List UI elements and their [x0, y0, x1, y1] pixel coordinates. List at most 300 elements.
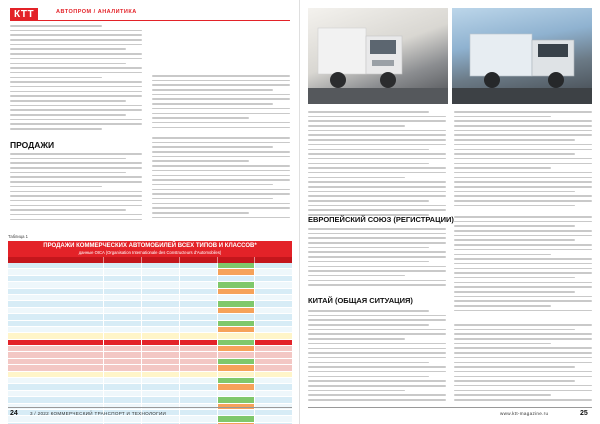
text-line [454, 163, 592, 165]
text-line [454, 385, 592, 387]
text-line [152, 127, 290, 129]
text-line [308, 158, 446, 160]
text-column-3 [10, 153, 142, 225]
text-line [10, 72, 142, 74]
table-body [8, 263, 292, 424]
text-line [152, 80, 290, 82]
text-line [454, 305, 551, 307]
text-column-9 [308, 310, 446, 404]
text-line [454, 272, 592, 274]
page-number: 25 [580, 410, 588, 417]
table-cell [8, 295, 103, 300]
table-cell [255, 301, 292, 306]
table-cell [8, 352, 103, 357]
text-line [10, 109, 142, 111]
text-line [308, 394, 446, 396]
text-line [308, 242, 446, 244]
text-line [308, 261, 429, 263]
text-line [308, 366, 446, 368]
table-cell [104, 365, 141, 370]
text-line [454, 366, 575, 368]
table-cell [104, 314, 141, 319]
text-line [10, 158, 126, 160]
text-line [308, 153, 446, 155]
table-cell [142, 308, 179, 313]
table-cell [104, 416, 141, 421]
text-line [454, 268, 592, 270]
text-line [454, 258, 592, 260]
text-line [454, 139, 575, 141]
text-line [454, 172, 592, 174]
table-cell [104, 333, 141, 338]
table-cell [142, 391, 179, 396]
text-line [454, 380, 575, 382]
table-cell [218, 314, 255, 319]
text-line [454, 300, 592, 302]
text-line [454, 158, 592, 160]
table-cell [218, 410, 255, 415]
table-cell [255, 289, 292, 294]
text-line [152, 160, 249, 162]
text-line [10, 191, 142, 193]
table-cell [142, 397, 179, 402]
table-cell [255, 282, 292, 287]
table-cell [180, 416, 217, 421]
table-cell [142, 340, 179, 345]
table-cell [218, 384, 255, 389]
text-line [10, 195, 142, 197]
table-cell [255, 308, 292, 313]
text-line [308, 256, 446, 258]
text-line [152, 142, 290, 144]
table-cell [104, 372, 141, 377]
table-cell [255, 372, 292, 377]
table-cell [218, 365, 255, 370]
text-line [454, 357, 592, 359]
table-cell [104, 391, 141, 396]
text-line [454, 111, 592, 113]
text-line [454, 347, 592, 349]
truck-photo-right [452, 8, 592, 104]
text-line [454, 343, 551, 345]
text-line [152, 198, 273, 200]
text-line [10, 25, 102, 27]
table-cell [218, 276, 255, 281]
table-cell [218, 359, 255, 364]
text-line [308, 163, 429, 165]
table-cell [104, 321, 141, 326]
text-line [308, 310, 429, 312]
text-line [308, 333, 446, 335]
text-line [308, 270, 446, 272]
text-line [454, 394, 551, 396]
text-line [308, 120, 446, 122]
table-cell [218, 282, 255, 287]
text-line [308, 181, 446, 183]
text-line [454, 310, 592, 312]
table-cell [218, 263, 255, 268]
table-cell [180, 263, 217, 268]
text-line [152, 98, 290, 100]
table-cell [142, 378, 179, 383]
text-line [454, 116, 551, 118]
text-line [10, 214, 142, 216]
table-label: Таблица 1 [8, 234, 28, 239]
text-line [10, 205, 142, 207]
table-cell [180, 295, 217, 300]
text-line [454, 216, 592, 218]
table-cell [180, 378, 217, 383]
text-line [152, 75, 290, 77]
text-line [10, 219, 142, 221]
text-line [454, 225, 575, 227]
logo-text: КТТ [10, 8, 38, 21]
table-cell [218, 372, 255, 377]
text-line [454, 230, 592, 232]
table-cell [8, 301, 103, 306]
table-cell [255, 269, 292, 274]
table-cell [180, 333, 217, 338]
table-cell [218, 269, 255, 274]
text-line [308, 111, 429, 113]
text-line [152, 84, 290, 86]
table-cell [218, 391, 255, 396]
text-line [10, 86, 142, 88]
table-cell [8, 289, 103, 294]
text-line [454, 235, 592, 237]
table-cell [142, 263, 179, 268]
table-cell [218, 416, 255, 421]
table-cell [180, 410, 217, 415]
text-line [454, 153, 575, 155]
text-line [454, 134, 592, 136]
text-line [308, 357, 446, 359]
text-line [308, 315, 446, 317]
text-line [454, 263, 592, 265]
text-line [308, 376, 429, 378]
footer-rule [308, 407, 592, 408]
text-line [152, 189, 290, 191]
text-line [308, 125, 405, 127]
table-cell [104, 397, 141, 402]
text-line [10, 167, 142, 169]
text-line [152, 156, 290, 158]
table-cell [255, 346, 292, 351]
page-number: 24 [10, 410, 18, 417]
table-cell [180, 346, 217, 351]
text-line [308, 209, 446, 211]
table-cell [255, 352, 292, 357]
text-line [308, 362, 429, 364]
table-cell [180, 301, 217, 306]
text-line [308, 195, 446, 197]
table-cell [255, 276, 292, 281]
text-line [454, 221, 592, 223]
table-cell [218, 346, 255, 351]
table-cell [104, 282, 141, 287]
text-line [152, 117, 249, 119]
table-cell [218, 289, 255, 294]
text-line [454, 125, 592, 127]
table-cell [8, 372, 103, 377]
text-line [308, 390, 405, 392]
text-line [454, 167, 551, 169]
text-line [10, 39, 142, 41]
text-line [308, 130, 446, 132]
text-line [454, 249, 592, 251]
text-line [10, 58, 142, 60]
text-line [308, 116, 446, 118]
table-cell [180, 372, 217, 377]
table-cell [8, 359, 103, 364]
text-line [152, 146, 273, 148]
text-line [308, 149, 429, 151]
table-cell [180, 308, 217, 313]
table-cell [255, 384, 292, 389]
table-cell [255, 410, 292, 415]
table-cell [255, 263, 292, 268]
text-line [10, 48, 126, 50]
text-line [308, 237, 446, 239]
table-title: ПРОДАЖИ КОММЕРЧЕСКИХ АВТОМОБИЛЕЙ ВСЕХ ТИПОВ И КЛАССОВ* [8, 241, 292, 249]
text-line [10, 186, 102, 188]
text-line [10, 30, 142, 32]
table-cell [255, 397, 292, 402]
table-cell [8, 276, 103, 281]
table-cell [218, 295, 255, 300]
heading-sales: ПРОДАЖИ [10, 140, 55, 150]
text-line [10, 114, 126, 116]
header-rule [10, 20, 290, 21]
text-column-1 [10, 25, 142, 135]
text-line [152, 203, 290, 205]
text-line [454, 130, 592, 132]
text-line [308, 275, 405, 277]
text-line [454, 186, 592, 188]
table-cell [180, 340, 217, 345]
table-cell [218, 333, 255, 338]
table-cell [218, 378, 255, 383]
text-line [308, 338, 405, 340]
text-line [10, 95, 142, 97]
table-cell [8, 327, 103, 332]
table-cell [142, 372, 179, 377]
table-cell [8, 263, 103, 268]
table-cell [8, 340, 103, 345]
table-cell [104, 295, 141, 300]
text-line [454, 181, 592, 183]
text-line [308, 233, 446, 235]
text-line [454, 200, 592, 202]
table-cell [8, 378, 103, 383]
table-cell [180, 359, 217, 364]
table-cell [255, 314, 292, 319]
table-cell [255, 295, 292, 300]
table-cell [142, 365, 179, 370]
text-line [152, 207, 290, 209]
text-line [10, 44, 142, 46]
text-line [152, 151, 290, 153]
table-cell [8, 333, 103, 338]
text-line [10, 63, 126, 65]
table-cell [142, 295, 179, 300]
table-cell [180, 314, 217, 319]
text-line [308, 200, 429, 202]
text-line [308, 380, 446, 382]
text-column-8 [454, 216, 592, 318]
text-line [308, 177, 405, 179]
text-line [308, 385, 446, 387]
text-line [308, 191, 446, 193]
text-line [152, 212, 249, 214]
table-cell [255, 359, 292, 364]
table-cell [180, 397, 217, 402]
text-line [454, 177, 592, 179]
text-column-10 [454, 324, 592, 404]
text-line [308, 205, 446, 207]
text-line [308, 134, 446, 136]
table-cell [142, 321, 179, 326]
table-cell [142, 301, 179, 306]
text-line [10, 119, 142, 121]
text-line [10, 91, 142, 93]
table-cell [180, 276, 217, 281]
table-cell [218, 397, 255, 402]
table-cell [8, 416, 103, 421]
text-line [308, 324, 429, 326]
truck-photo-left [308, 8, 448, 104]
text-line [454, 144, 592, 146]
text-line [152, 217, 290, 219]
text-line [10, 209, 126, 211]
text-line [308, 228, 446, 230]
text-line [454, 205, 575, 207]
table-cell [255, 378, 292, 383]
table-cell [255, 391, 292, 396]
text-line [152, 103, 273, 105]
table-cell [180, 384, 217, 389]
text-line [152, 89, 273, 91]
section-tag: АВТОПРОМ / АНАЛИТИКА [56, 9, 137, 15]
text-line [152, 184, 273, 186]
text-line [152, 165, 290, 167]
text-line [308, 348, 446, 350]
text-line [308, 371, 446, 373]
text-line [10, 176, 142, 178]
table-cell [180, 269, 217, 274]
text-line [308, 284, 446, 286]
table-cell [104, 378, 141, 383]
right-page [300, 0, 600, 424]
table-cell [104, 346, 141, 351]
table-cell [8, 269, 103, 274]
table-cell [180, 365, 217, 370]
table-cell [8, 365, 103, 370]
text-line [454, 333, 592, 335]
table-cell [218, 352, 255, 357]
text-line [454, 149, 592, 151]
text-line [454, 376, 592, 378]
text-line [10, 100, 126, 102]
text-line [152, 94, 290, 96]
text-line [308, 399, 446, 401]
text-line [152, 137, 290, 139]
table-cell [104, 327, 141, 332]
table-cell [104, 308, 141, 313]
text-line [10, 153, 142, 155]
table-cell [142, 333, 179, 338]
text-line [454, 338, 592, 340]
text-line [10, 181, 142, 183]
text-line [308, 343, 446, 345]
text-line [454, 120, 592, 122]
text-line [454, 329, 575, 331]
table-cell [255, 416, 292, 421]
table-cell [142, 314, 179, 319]
text-column-2 [152, 75, 290, 135]
text-line [10, 172, 126, 174]
table-cell [8, 384, 103, 389]
text-line [308, 280, 446, 282]
text-line [152, 108, 290, 110]
table-cell [142, 289, 179, 294]
table-cell [8, 321, 103, 326]
text-line [10, 123, 142, 125]
text-line [152, 113, 290, 115]
table-cell [142, 276, 179, 281]
table-cell [8, 314, 103, 319]
footer-rule [8, 407, 292, 408]
table-cell [180, 321, 217, 326]
table-cell [8, 391, 103, 396]
text-line [454, 352, 592, 354]
text-line [454, 195, 592, 197]
table-cell [180, 282, 217, 287]
table-cell [180, 327, 217, 332]
text-line [10, 81, 142, 83]
heading-china: КИТАЙ (ОБЩАЯ СИТУАЦИЯ) [308, 296, 413, 305]
table-cell [142, 352, 179, 357]
text-line [308, 144, 446, 146]
table-cell [8, 397, 103, 402]
table-cell [180, 289, 217, 294]
table-cell [255, 340, 292, 345]
table-cell [255, 333, 292, 338]
table-cell [180, 391, 217, 396]
table-cell [104, 340, 141, 345]
text-line [10, 128, 102, 130]
table-cell [218, 301, 255, 306]
table-cell [142, 269, 179, 274]
text-line [152, 175, 290, 177]
table-cell [104, 269, 141, 274]
table-cell [104, 263, 141, 268]
text-line [454, 254, 551, 256]
text-line [454, 399, 592, 401]
text-column-7 [308, 228, 446, 290]
text-line [152, 122, 290, 124]
sales-table [8, 234, 292, 424]
table-cell [218, 321, 255, 326]
text-line [454, 324, 592, 326]
text-line [152, 179, 290, 181]
text-line [10, 105, 142, 107]
text-line [308, 319, 446, 321]
heading-eu: ЕВРОПЕЙСКИЙ СОЮЗ (РЕГИСТРАЦИИ) [308, 215, 454, 224]
text-line [308, 186, 446, 188]
table-cell [142, 359, 179, 364]
table-subtitle: данные OICA (Organisation Internationale des Constructeurs d'Automobiles) [8, 249, 292, 257]
